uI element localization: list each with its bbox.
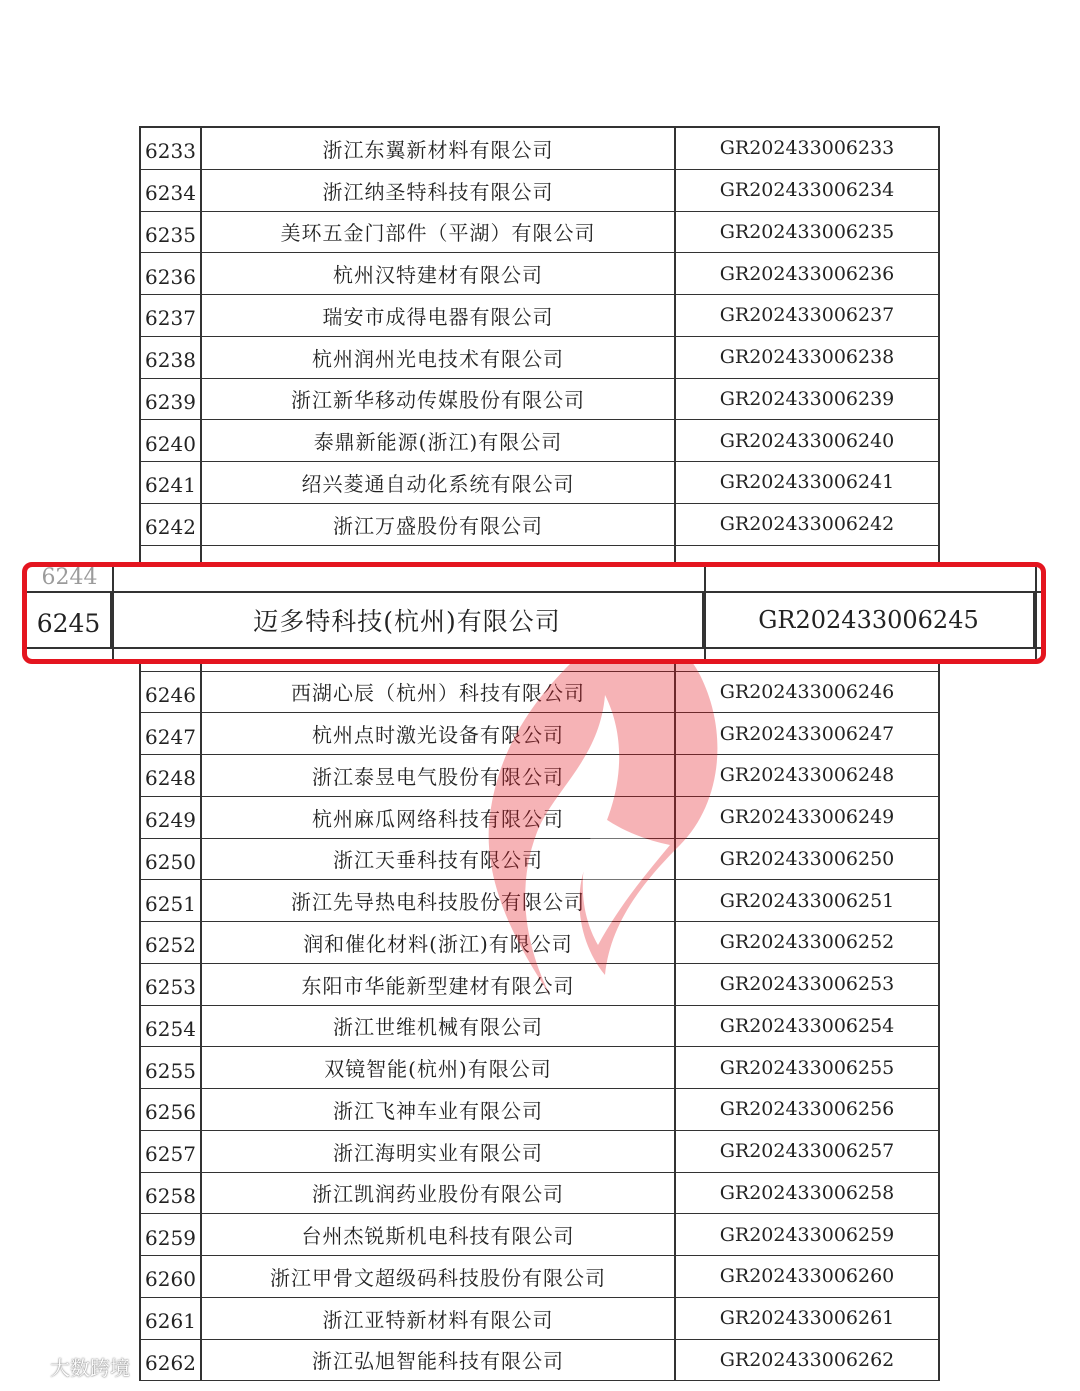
table-row (141, 504, 940, 546)
table-row (141, 1089, 940, 1131)
table-rows-bottom (141, 672, 940, 1382)
row-number: 6258 (141, 1173, 202, 1214)
certificate-table (139, 126, 940, 1381)
company-name: 东阳市华能新型建材有限公司 (202, 964, 676, 1005)
table-row (141, 462, 940, 504)
table-row (141, 128, 940, 170)
row-number: 6233 (141, 128, 202, 169)
row-number: 6257 (141, 1131, 202, 1172)
row-number: 6235 (141, 212, 202, 253)
table-row (141, 1006, 940, 1048)
table-row (141, 1173, 940, 1215)
company-name: 绍兴菱通自动化系统有限公司 (202, 462, 676, 503)
row-number: 6234 (141, 170, 202, 211)
company-name: 浙江甲骨文超级码科技股份有限公司 (202, 1256, 676, 1297)
row-number: 6236 (141, 253, 202, 294)
certificate-code: GR202433006246 (676, 672, 940, 713)
table-row (141, 170, 940, 212)
row-number: 6246 (141, 672, 202, 713)
company-name: 台州杰锐斯机电科技有限公司 (202, 1214, 676, 1255)
row-number: 6247 (141, 713, 202, 754)
company-name: 浙江万盛股份有限公司 (202, 504, 676, 545)
company-name: 泰鼎新能源(浙江)有限公司 (202, 420, 676, 461)
certificate-code: GR202433006234 (676, 170, 940, 211)
company-name: 浙江弘旭智能科技有限公司 (202, 1340, 676, 1381)
company-name: 杭州麻瓜网络科技有限公司 (202, 797, 676, 838)
table-row (141, 379, 940, 421)
row-number: 6249 (141, 797, 202, 838)
row-number: 6250 (141, 839, 202, 880)
row-number: 6255 (141, 1047, 202, 1088)
certificate-code: GR202433006259 (676, 1214, 940, 1255)
row-number: 6238 (141, 337, 202, 378)
table-row (141, 1131, 940, 1173)
company-name: 浙江凯润药业股份有限公司 (202, 1173, 676, 1214)
table-row (141, 922, 940, 964)
table-row (141, 713, 940, 755)
row-number: 6239 (141, 379, 202, 420)
table-row (141, 253, 940, 295)
highlight-row-number: 6245 (27, 593, 112, 647)
table-row (141, 755, 940, 797)
table-row (141, 337, 940, 379)
zoom-column-divider (112, 567, 114, 659)
table-row (141, 1214, 940, 1256)
table-row (141, 1340, 940, 1382)
footer-logo (6, 1352, 130, 1381)
table-row (141, 1298, 940, 1340)
highlight-company-name: 迈多特科技(杭州)有限公司 (112, 593, 704, 647)
table-row (141, 880, 940, 922)
row-number: 6261 (141, 1298, 202, 1339)
table-row (141, 672, 940, 714)
certificate-code: GR202433006237 (676, 295, 940, 336)
row-number: 6260 (141, 1256, 202, 1297)
company-name: 浙江亚特新材料有限公司 (202, 1298, 676, 1339)
company-name: 浙江先导热电科技股份有限公司 (202, 880, 676, 921)
certificate-code: GR202433006239 (676, 379, 940, 420)
certificate-code: GR202433006248 (676, 755, 940, 796)
certificate-code: GR202433006260 (676, 1256, 940, 1297)
cat-face-icon (6, 1353, 46, 1381)
table-row (141, 1256, 940, 1298)
certificate-code: GR202433006253 (676, 964, 940, 1005)
certificate-code: GR202433006235 (676, 212, 940, 253)
table-row (141, 964, 940, 1006)
zoom-ghost-row-6244: 6244 (41, 565, 98, 590)
company-name: 浙江泰昱电气股份有限公司 (202, 755, 676, 796)
company-name: 杭州点时激光设备有限公司 (202, 713, 676, 754)
certificate-code: GR202433006249 (676, 797, 940, 838)
certificate-code: GR202433006254 (676, 1006, 940, 1047)
certificate-code: GR202433006255 (676, 1047, 940, 1088)
company-name: 浙江天垂科技有限公司 (202, 839, 676, 880)
row-number: 6251 (141, 880, 202, 921)
zoom-column-divider (704, 567, 706, 659)
row-number: 6242 (141, 504, 202, 545)
certificate-code: GR202433006241 (676, 462, 940, 503)
table-row (141, 839, 940, 881)
certificate-code: GR202433006236 (676, 253, 940, 294)
row-number: 6262 (141, 1340, 202, 1381)
table-row (141, 295, 940, 337)
certificate-code: GR202433006257 (676, 1131, 940, 1172)
company-name: 西湖心辰（杭州）科技有限公司 (202, 672, 676, 713)
table-rows-top (141, 128, 940, 546)
table-row (141, 420, 940, 462)
row-number: 6254 (141, 1006, 202, 1047)
company-name: 浙江新华移动传媒股份有限公司 (202, 379, 676, 420)
zoom-column-divider (1035, 567, 1037, 659)
row-number: 6241 (141, 462, 202, 503)
highlight-box (22, 562, 1046, 664)
certificate-code: GR202433006250 (676, 839, 940, 880)
certificate-code: GR202433006233 (676, 128, 940, 169)
certificate-code: GR202433006242 (676, 504, 940, 545)
company-name: 杭州润州光电技术有限公司 (202, 337, 676, 378)
certificate-code: GR202433006252 (676, 922, 940, 963)
company-name: 瑞安市成得电器有限公司 (202, 295, 676, 336)
certificate-code: GR202433006258 (676, 1173, 940, 1214)
company-name: 浙江东翼新材料有限公司 (202, 128, 676, 169)
table-row (141, 212, 940, 254)
footer-logo-text: 大数跨境 (50, 1356, 130, 1380)
certificate-code: GR202433006251 (676, 880, 940, 921)
table-row (141, 797, 940, 839)
certificate-code: GR202433006262 (676, 1340, 940, 1381)
company-name: 双镜智能(杭州)有限公司 (202, 1047, 676, 1088)
row-number: 6256 (141, 1089, 202, 1130)
company-name: 浙江纳圣特科技有限公司 (202, 170, 676, 211)
certificate-code: GR202433006247 (676, 713, 940, 754)
row-number: 6240 (141, 420, 202, 461)
company-name: 浙江世维机械有限公司 (202, 1006, 676, 1047)
table-row (141, 1047, 940, 1089)
row-number: 6248 (141, 755, 202, 796)
row-number: 6253 (141, 964, 202, 1005)
highlighted-row (27, 591, 1041, 649)
company-name: 浙江海明实业有限公司 (202, 1131, 676, 1172)
row-number: 6252 (141, 922, 202, 963)
highlight-certificate-code: GR202433006245 (704, 593, 1035, 647)
row-number: 6259 (141, 1214, 202, 1255)
certificate-code: GR202433006238 (676, 337, 940, 378)
row-number: 6237 (141, 295, 202, 336)
company-name: 浙江飞神车业有限公司 (202, 1089, 676, 1130)
certificate-code: GR202433006240 (676, 420, 940, 461)
company-name: 杭州汉特建材有限公司 (202, 253, 676, 294)
certificate-code: GR202433006261 (676, 1298, 940, 1339)
company-name: 润和催化材料(浙江)有限公司 (202, 922, 676, 963)
certificate-code: GR202433006256 (676, 1089, 940, 1130)
company-name: 美环五金门部件（平湖）有限公司 (202, 212, 676, 253)
